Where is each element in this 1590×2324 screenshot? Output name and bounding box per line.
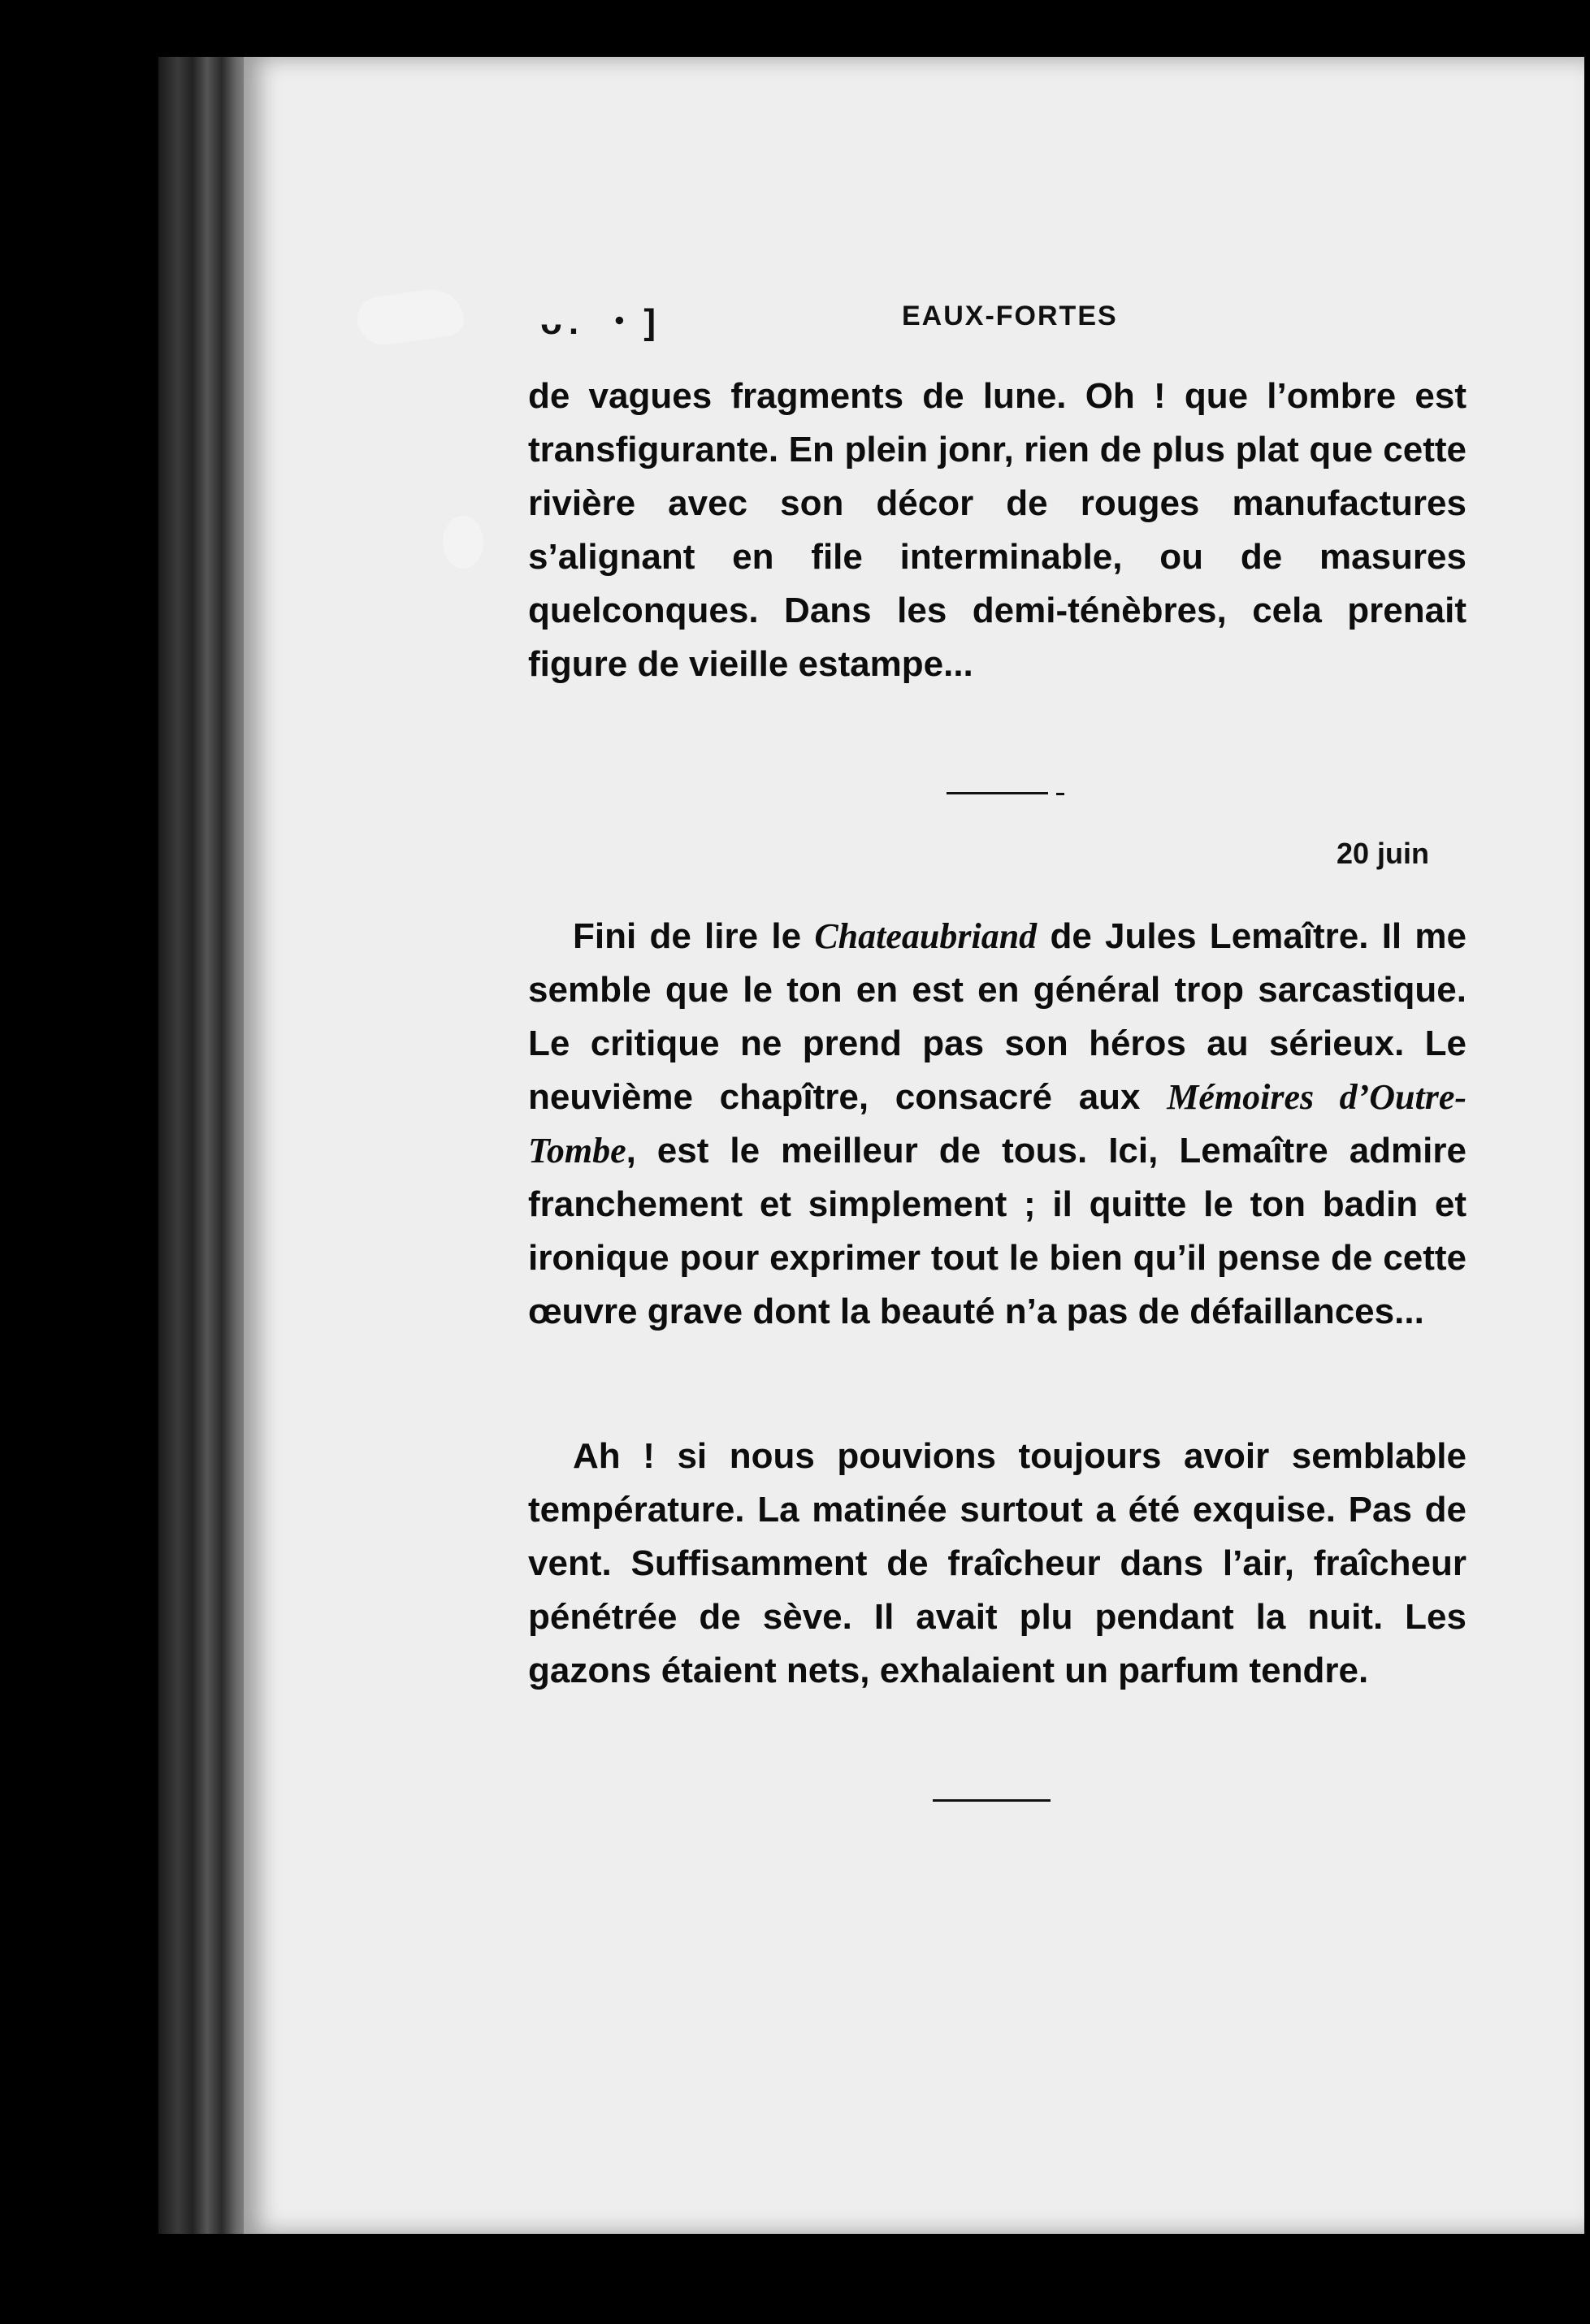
paper-tear-mark [354, 285, 466, 348]
paper-tear-mark [443, 516, 483, 569]
paragraph-text: Ah ! si nous pouvions toujours avoir semblable température. La matinée surtout a été exquise. Pas de vent. Suffisamment de fraîcheur dans l’air, fraîcheur pénétrée de sève. Il avait plu pendant la nuit. Les gazons étaient nets, exhalaient un parfum tendre. [528, 1436, 1467, 1690]
book-title: Chateaubriand [814, 916, 1038, 956]
text-span: Fini de lire le [573, 916, 815, 956]
paragraph-text: de vagues fragments de lune. Oh ! que l’ombre est transfigurante. En plein jonr, rien de plus plat que cette rivière avec son décor de rouges manufactures s’alignant en file interminable, ou de masures quelconques. Dans les demi-ténèbres, cela prenait figure de vieille estampe... [528, 376, 1467, 684]
page-folio: ᴗ. ・] [540, 302, 662, 342]
paragraph-text [528, 910, 1467, 1339]
section-separator-dash [1056, 793, 1064, 795]
section-separator [933, 1799, 1051, 1802]
entry-paragraph [528, 910, 1467, 1339]
work-title: Mémoires d’Outre-Tombe [528, 1077, 1467, 1171]
entry-date: 20 juin [1337, 837, 1430, 870]
page-header [540, 292, 1475, 341]
paragraph-continued [528, 370, 1467, 691]
section-separator [947, 792, 1048, 794]
text-span: , est le meilleur de tous. Ici, Lemaître admire franchement et simplement ; il quitte le ton badin et ironique pour exprimer tout le bien qu’il pense de cette œuvre grave dont la beauté n’a pas de défaillances... [528, 1131, 1467, 1331]
text-span: de Jules Lemaître. Il me semble que le ton en est en général trop sarcastique. Le critique ne prend pas son héros au sérieux. Le neuvième chapître, consacré aux [528, 916, 1467, 1117]
book-spine [158, 57, 256, 2234]
entry-paragraph [528, 1430, 1467, 1698]
running-title: EAUX-FORTES [902, 301, 1118, 331]
